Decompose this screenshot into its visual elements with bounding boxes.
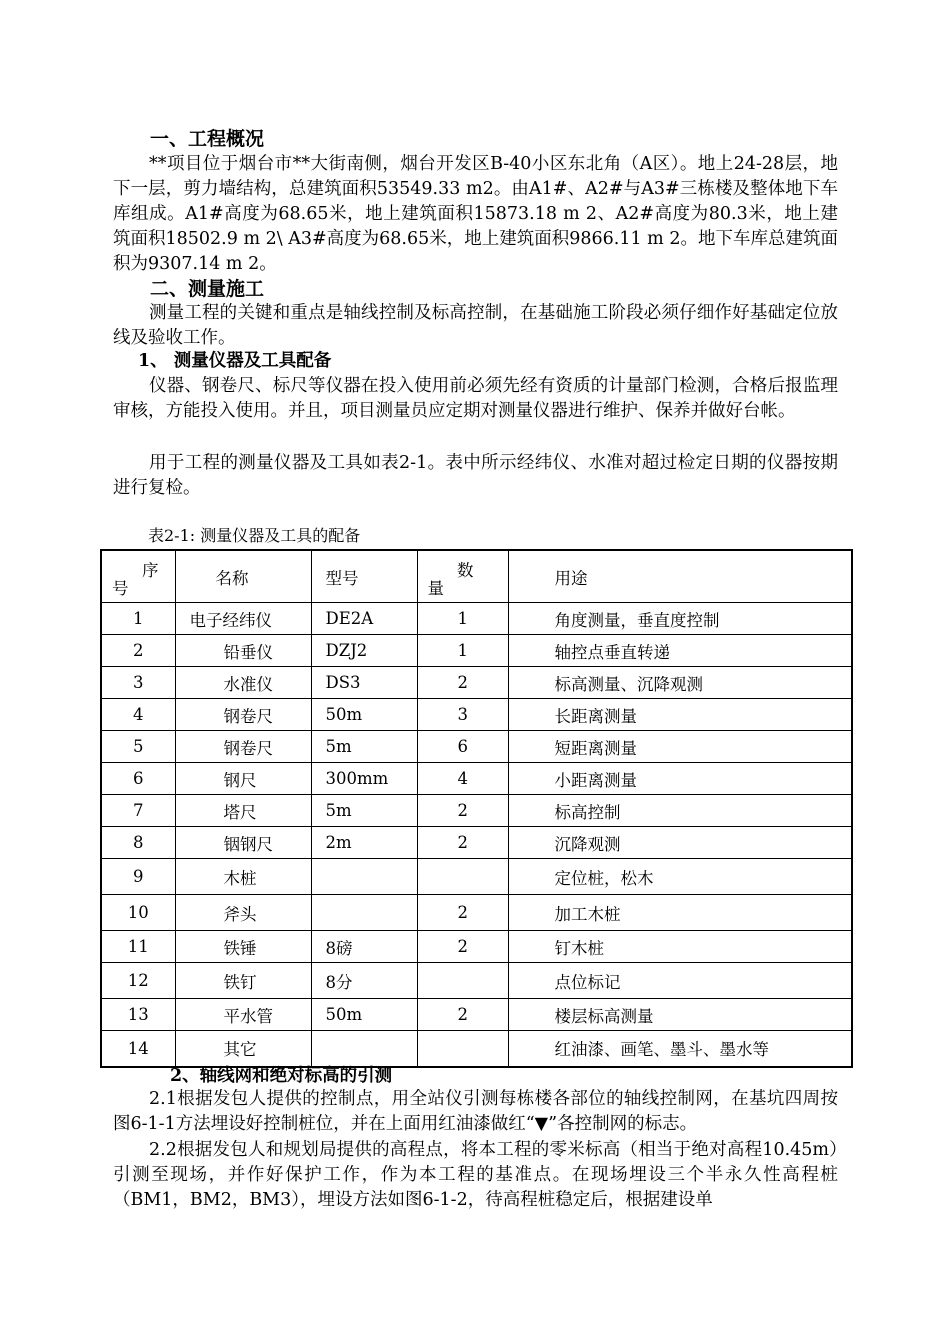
section2-heading: 二、测量施工 xyxy=(150,278,265,300)
table-row xyxy=(101,963,852,999)
table-row xyxy=(101,859,852,895)
cell-no: 3 xyxy=(101,667,175,699)
cell-model: 5m xyxy=(311,731,417,763)
cell-name: 电子经纬仪 xyxy=(175,603,311,635)
cell-no: 8 xyxy=(101,827,175,859)
cell-model xyxy=(311,895,417,931)
table-caption: 表2-1: 测量仪器及工具的配备 xyxy=(148,526,361,545)
equipment-table xyxy=(100,549,853,1068)
cell-no: 5 xyxy=(101,731,175,763)
section2-paragraph: 测量工程的关键和重点是轴线控制及标高控制，在基础施工阶段必须仔细作好基础定位放线及验收工作。 xyxy=(113,303,838,348)
cell-use: 点位标记 xyxy=(508,963,852,999)
sub2-heading: 2、轴线网和绝对标高的引测 xyxy=(170,1066,393,1086)
cell-qty: 6 xyxy=(417,731,508,763)
table-row xyxy=(101,699,852,731)
cell-no: 1 xyxy=(101,603,175,635)
cell-model: 50m xyxy=(311,999,417,1031)
cell-use: 短距离测量 xyxy=(508,731,852,763)
cell-no: 14 xyxy=(101,1031,175,1067)
cell-no: 6 xyxy=(101,763,175,795)
cell-name: 木桩 xyxy=(175,859,311,895)
cell-no: 2 xyxy=(101,635,175,667)
sub2-paragraph-1: 2.1根据发包人提供的控制点，用全站仪引测每栋楼各部位的轴线控制网，在基坑四周按图6-1-1方法埋设好控制桩位，并在上面用红油漆做红“▼”各控制网的标志。 xyxy=(113,1089,838,1134)
cell-use: 楼层标高测量 xyxy=(508,999,852,1031)
cell-model: DS3 xyxy=(311,667,417,699)
cell-name: 水准仪 xyxy=(175,667,311,699)
table-row xyxy=(101,731,852,763)
cell-model: DE2A xyxy=(311,603,417,635)
cell-no: 4 xyxy=(101,699,175,731)
table-header-row xyxy=(101,550,852,603)
section1-paragraph: **项目位于烟台市**大街南侧，烟台开发区B-40小区东北角（A区）。地上24-28层，地下一层，剪力墙结构，总建筑面积53549.33 m2。由A1#、A2#与A3#三栋楼及整体地下车库组成。A1#高度为68.65米，地上建筑面积15873.18 m 2、A2#高度为80.3米，地上建筑面积18502.9 m 2\ A3#高度为68.65米，地上建筑面积9866.11 m 2。地下车库总建筑面积为9307.14 m 2。 xyxy=(113,154,838,274)
cell-name: 钢尺 xyxy=(175,763,311,795)
cell-qty xyxy=(417,1031,508,1067)
table-row xyxy=(101,931,852,963)
cell-qty xyxy=(417,963,508,999)
table-row xyxy=(101,635,852,667)
table-row xyxy=(101,763,852,795)
cell-use: 沉降观测 xyxy=(508,827,852,859)
cell-model: DZJ2 xyxy=(311,635,417,667)
header-qty: 数 量 xyxy=(417,550,508,603)
cell-name: 铁钉 xyxy=(175,963,311,999)
cell-model: 5m xyxy=(311,795,417,827)
cell-use: 轴控点垂直转递 xyxy=(508,635,852,667)
cell-model: 50m xyxy=(311,699,417,731)
sub1-paragraph-1: 仪器、钢卷尺、标尺等仪器在投入使用前必须先经有资质的计量部门检测，合格后报监理审核，方能投入使用。并且，项目测量员应定期对测量仪器进行维护、保养并做好台帐。 xyxy=(113,376,838,421)
cell-no: 9 xyxy=(101,859,175,895)
cell-name: 铁锤 xyxy=(175,931,311,963)
cell-use: 定位桩，松木 xyxy=(508,859,852,895)
cell-name: 铅垂仪 xyxy=(175,635,311,667)
table-row xyxy=(101,999,852,1031)
cell-name: 平水管 xyxy=(175,999,311,1031)
cell-qty: 3 xyxy=(417,699,508,731)
table-row xyxy=(101,667,852,699)
table-row xyxy=(101,795,852,827)
cell-qty: 1 xyxy=(417,603,508,635)
sub2-paragraph-2: 2.2根据发包人和规划局提供的高程点，将本工程的零米标高（相当于绝对高程10.45m）引测至现场，并作好保护工作，作为本工程的基准点。在现场埋设三个半永久性高程桩（BM1，BM2，BM3），埋设方法如图6-1-2，待高程桩稳定后，根据建设单 xyxy=(113,1140,838,1210)
header-model: 型号 xyxy=(311,550,417,603)
cell-name: 塔尺 xyxy=(175,795,311,827)
cell-use: 加工木桩 xyxy=(508,895,852,931)
table-row xyxy=(101,1031,852,1067)
cell-model: 300mm xyxy=(311,763,417,795)
cell-name: 钢卷尺 xyxy=(175,731,311,763)
table-row xyxy=(101,895,852,931)
cell-name: 钢卷尺 xyxy=(175,699,311,731)
cell-use: 角度测量，垂直度控制 xyxy=(508,603,852,635)
table-row xyxy=(101,603,852,635)
header-no: 序 号 xyxy=(101,550,175,603)
cell-qty: 4 xyxy=(417,763,508,795)
cell-name: 斧头 xyxy=(175,895,311,931)
header-use: 用途 xyxy=(508,550,852,603)
cell-qty: 2 xyxy=(417,827,508,859)
sub1-heading: 1、 测量仪器及工具配备 xyxy=(138,351,332,371)
cell-model xyxy=(311,1031,417,1067)
cell-no: 13 xyxy=(101,999,175,1031)
cell-use: 小距离测量 xyxy=(508,763,852,795)
cell-qty: 1 xyxy=(417,635,508,667)
cell-use: 红油漆、画笔、墨斗、墨水等 xyxy=(508,1031,852,1067)
cell-qty: 2 xyxy=(417,795,508,827)
table-row xyxy=(101,827,852,859)
sub1-paragraph-2: 用于工程的测量仪器及工具如表2-1。表中所示经纬仪、水准对超过检定日期的仪器按期进行复检。 xyxy=(113,453,838,498)
cell-qty: 2 xyxy=(417,895,508,931)
cell-use: 钉木桩 xyxy=(508,931,852,963)
cell-name: 铟钢尺 xyxy=(175,827,311,859)
cell-model: 2m xyxy=(311,827,417,859)
cell-model xyxy=(311,859,417,895)
cell-name: 其它 xyxy=(175,1031,311,1067)
cell-qty: 2 xyxy=(417,667,508,699)
cell-model: 8分 xyxy=(311,963,417,999)
cell-no: 10 xyxy=(101,895,175,931)
cell-no: 11 xyxy=(101,931,175,963)
cell-no: 12 xyxy=(101,963,175,999)
cell-no: 7 xyxy=(101,795,175,827)
cell-use: 长距离测量 xyxy=(508,699,852,731)
cell-use: 标高测量、沉降观测 xyxy=(508,667,852,699)
cell-use: 标高控制 xyxy=(508,795,852,827)
cell-qty: 2 xyxy=(417,931,508,963)
section1-heading: 一、工程概况 xyxy=(150,128,265,150)
cell-qty: 2 xyxy=(417,999,508,1031)
header-name: 名称 xyxy=(175,550,311,603)
cell-model: 8磅 xyxy=(311,931,417,963)
cell-qty xyxy=(417,859,508,895)
